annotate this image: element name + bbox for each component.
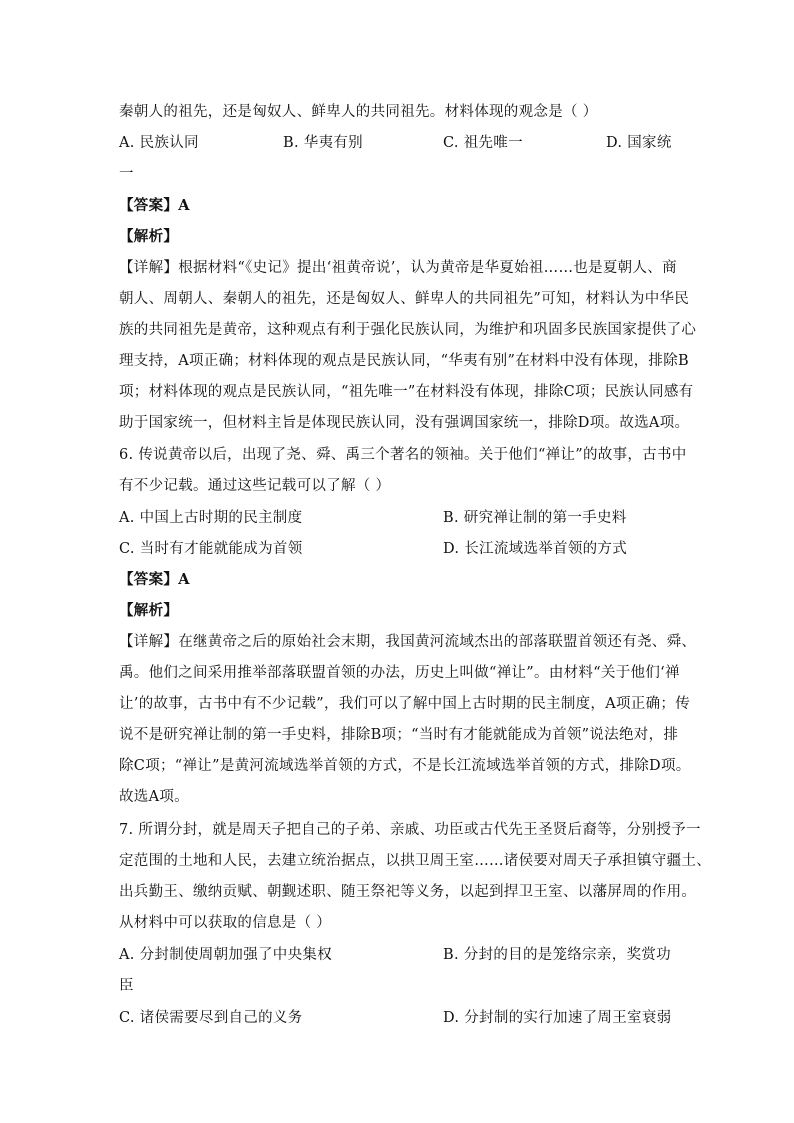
q5-option-a: A. 民族认同 <box>119 135 199 151</box>
q5-stem-tail: 秦朝人的祖先，还是匈奴人、鲜卑人的共同祖先。材料体现的观念是（ ） <box>119 104 598 120</box>
q6-option-b: B. 研究禅让制的第一手史料 <box>443 510 627 526</box>
q5-option-b: B. 华夷有别 <box>283 135 363 151</box>
q6-option-d: D. 长江流域选举首领的方式 <box>443 541 628 557</box>
q7-stem-line-2: 定范围的土地和人民，去建立统治据点，以拱卫周王室……诸侯要对周天子承担镇守疆土、 <box>119 853 711 869</box>
q7-option-d: D. 分封制的实行加速了周王室衰弱 <box>443 1010 672 1026</box>
q5-answer: 【答案】A <box>119 197 190 214</box>
q6-detail-line-2: 禹。他们之间采用推举部落联盟首领的办法，历史上叫做“禅让”。由材料“关于他们‘禅 <box>119 665 680 681</box>
q7-option-b-wrap: 臣 <box>119 978 134 994</box>
q5-option-d: D. 国家统 <box>606 135 672 151</box>
q6-detail-line-6: 故选A项。 <box>119 789 189 805</box>
q6-detail-line-3: 让’的故事，古书中有不少记载”，我们可以了解中国上古时期的民主制度，A项正确；传 <box>119 696 690 712</box>
q7-option-c: C. 诸侯需要尽到自己的义务 <box>119 1010 303 1026</box>
q6-detail-line-4: 说不是研究禅让制的第一手史料，排除B项；“当时有才能就能成为首领”说法绝对，排 <box>119 727 679 743</box>
q5-detail-line-3: 族的共同祖先是黄帝，这种观点有利于强化民族认同，为维护和巩固多民族国家提供了心 <box>119 322 697 338</box>
q5-option-d-wrap: 一 <box>119 166 134 182</box>
q7-stem-line-4: 从材料中可以获取的信息是（ ） <box>119 915 332 931</box>
q5-detail-line-6: 助于国家统一，但材料主旨是体现民族认同，没有强调国家统一，排除D项。故选A项。 <box>119 415 690 431</box>
q7-stem-line-1: 7. 所谓分封，就是周天子把自己的子弟、亲戚、功臣或古代先王圣贤后裔等，分别授予一 <box>119 822 701 838</box>
q5-detail-line-5: 项；材料体现的观点是民族认同，“祖先唯一”在材料没有体现，排除C项；民族认同感有 <box>119 384 694 400</box>
q6-option-c: C. 当时有才能就能成为首领 <box>119 541 303 557</box>
q6-detail-line-1: 【详解】在继黄帝之后的原始社会末期，我国黄河流域杰出的部落联盟首领还有尧、舜、 <box>119 634 697 650</box>
q6-option-a: A. 中国上古时期的民主制度 <box>119 510 303 526</box>
q6-detail-line-5: 除C项；“禅让”是黄河流域选举首领的方式，不是长江流域选举首领的方式，排除D项。 <box>119 758 691 774</box>
q5-option-c: C. 祖先唯一 <box>443 135 523 151</box>
q7-option-b: B. 分封的目的是笼络宗亲，奖赏功 <box>443 947 671 963</box>
q5-analysis-label: 【解析】 <box>119 228 179 245</box>
q6-stem-line-2: 有不少记载。通过这些记载可以了解（ ） <box>119 478 391 494</box>
q7-option-a: A. 分封制使周朝加强了中央集权 <box>119 947 332 963</box>
q5-detail-line-4: 理支持，A项正确；材料体现的观点是民族认同，“华夷有别”在材料中没有体现，排除B <box>119 353 689 369</box>
q5-detail-line-1: 【详解】根据材料“《史记》提出‘祖黄帝说’，认为黄帝是华夏始祖……也是夏朝人、商 <box>119 260 677 276</box>
q6-answer: 【答案】A <box>119 571 190 588</box>
q5-detail-line-2: 朝人、周朝人、秦朝人的祖先，还是匈奴人、鲜卑人的共同祖先”可知，材料认为中华民 <box>119 291 690 307</box>
q6-analysis-label: 【解析】 <box>119 602 179 619</box>
q7-stem-line-3: 出兵勤王、缴纳贡赋、朝觐述职、随王祭祀等义务，以起到捍卫王室、以藩屏周的作用。 <box>119 884 697 900</box>
q6-stem-line-1: 6. 传说黄帝以后，出现了尧、舜、禹三个著名的领袖。关于他们“禅让”的故事，古书中 <box>119 447 687 463</box>
